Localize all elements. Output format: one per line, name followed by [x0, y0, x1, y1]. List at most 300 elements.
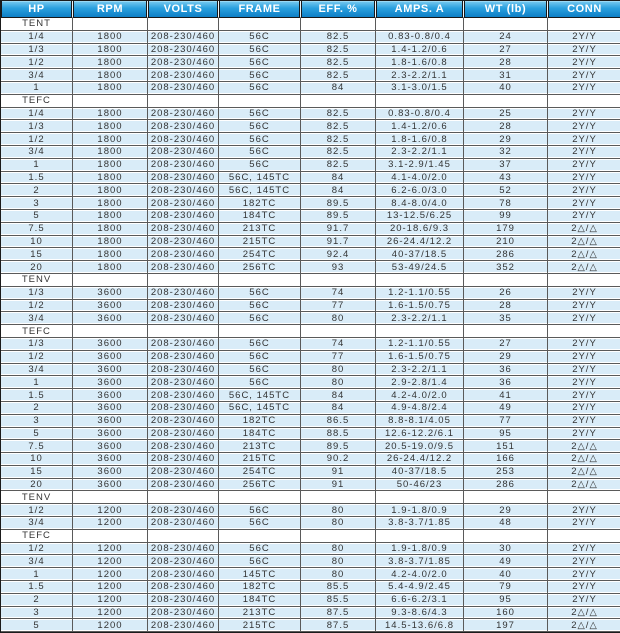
table-cell: 1/3	[1, 287, 73, 300]
table-cell: 3/4	[1, 69, 73, 82]
empty-cell	[376, 95, 464, 108]
table-cell: 84	[301, 402, 376, 415]
table-cell: 12.6-12.2/6.1	[376, 428, 464, 441]
table-cell: 3600	[73, 287, 148, 300]
empty-cell	[548, 18, 620, 31]
table-cell: 166	[464, 453, 548, 466]
table-cell: 6.2-6.0/3.0	[376, 184, 464, 197]
table-cell: 1.9-1.8/0.9	[376, 543, 464, 556]
table-cell: 208-230/460	[148, 568, 219, 581]
table-cell: 89.5	[301, 440, 376, 453]
empty-cell	[148, 274, 219, 287]
table-cell: 2△/△	[548, 261, 620, 274]
empty-cell	[148, 491, 219, 504]
table-cell: 208-230/460	[148, 517, 219, 530]
table-cell: 56C	[219, 44, 301, 57]
table-cell: 254TC	[219, 466, 301, 479]
table-cell: 56C	[219, 82, 301, 95]
table-cell: 3600	[73, 364, 148, 377]
table-cell: 1.5	[1, 389, 73, 402]
table-cell: 2.3-2.2/1.1	[376, 69, 464, 82]
table-cell: 208-230/460	[148, 338, 219, 351]
table-cell: 89.5	[301, 197, 376, 210]
empty-cell	[219, 18, 301, 31]
table-cell: 3600	[73, 479, 148, 492]
table-row	[1, 133, 620, 146]
table-cell: 49	[464, 555, 548, 568]
table-cell: 4.2-4.0/2.0	[376, 568, 464, 581]
table-cell: 80	[301, 568, 376, 581]
table-cell: 3600	[73, 428, 148, 441]
table-cell: 213TC	[219, 440, 301, 453]
table-cell: 208-230/460	[148, 504, 219, 517]
table-cell: 1.9-1.8/0.9	[376, 504, 464, 517]
table-cell: 90.2	[301, 453, 376, 466]
column-header: RPM	[73, 1, 148, 18]
table-cell: 8.4-8.0/4.0	[376, 197, 464, 210]
table-cell: 74	[301, 287, 376, 300]
empty-cell	[464, 95, 548, 108]
table-cell: 1.4-1.2/0.6	[376, 120, 464, 133]
empty-cell	[301, 530, 376, 543]
table-cell: 208-230/460	[148, 184, 219, 197]
table-cell: 26-24.4/12.2	[376, 236, 464, 249]
table-cell: 208-230/460	[148, 389, 219, 402]
table-cell: 352	[464, 261, 548, 274]
table-cell: 208-230/460	[148, 82, 219, 95]
table-cell: 256TC	[219, 261, 301, 274]
empty-cell	[219, 491, 301, 504]
table-cell: 286	[464, 479, 548, 492]
table-cell: 80	[301, 543, 376, 556]
empty-cell	[548, 274, 620, 287]
table-row	[1, 44, 620, 57]
table-row	[1, 466, 620, 479]
table-cell: 80	[301, 504, 376, 517]
table-cell: 2Y/Y	[548, 108, 620, 121]
table-cell: 79	[464, 581, 548, 594]
table-cell: 208-230/460	[148, 594, 219, 607]
table-cell: 5	[1, 210, 73, 223]
table-cell: 151	[464, 440, 548, 453]
table-cell: 208-230/460	[148, 223, 219, 236]
empty-cell	[548, 325, 620, 338]
table-cell: 1800	[73, 248, 148, 261]
empty-cell	[548, 95, 620, 108]
table-cell: 208-230/460	[148, 581, 219, 594]
table-cell: 1800	[73, 56, 148, 69]
table-cell: 0.83-0.8/0.4	[376, 108, 464, 121]
section-row	[1, 530, 620, 543]
table-row	[1, 402, 620, 415]
table-cell: 1800	[73, 120, 148, 133]
table-cell: 1/2	[1, 56, 73, 69]
table-cell: 2Y/Y	[548, 517, 620, 530]
table-cell: 56C, 145TC	[219, 184, 301, 197]
table-cell: 29	[464, 504, 548, 517]
table-cell: 1.8-1.6/0.8	[376, 56, 464, 69]
table-cell: 253	[464, 466, 548, 479]
table-cell: 3600	[73, 351, 148, 364]
table-cell: 2Y/Y	[548, 555, 620, 568]
table-cell: 56C	[219, 69, 301, 82]
empty-cell	[376, 491, 464, 504]
table-cell: 2Y/Y	[548, 287, 620, 300]
table-cell: 208-230/460	[148, 248, 219, 261]
table-cell: 208-230/460	[148, 351, 219, 364]
table-cell: 208-230/460	[148, 172, 219, 185]
table-cell: 1800	[73, 82, 148, 95]
table-cell: 2Y/Y	[548, 146, 620, 159]
table-row	[1, 82, 620, 95]
table-cell: 254TC	[219, 248, 301, 261]
table-cell: 36	[464, 376, 548, 389]
table-cell: 56C	[219, 56, 301, 69]
table-cell: 208-230/460	[148, 133, 219, 146]
table-cell: 80	[301, 364, 376, 377]
section-label: TENV	[1, 491, 73, 504]
table-cell: 1/4	[1, 108, 73, 121]
table-row	[1, 376, 620, 389]
table-cell: 286	[464, 248, 548, 261]
table-cell: 1800	[73, 197, 148, 210]
table-cell: 4.1-4.0/2.0	[376, 172, 464, 185]
table-cell: 85.5	[301, 594, 376, 607]
table-cell: 82.5	[301, 159, 376, 172]
header-row	[1, 1, 620, 18]
table-cell: 5.4-4.9/2.45	[376, 581, 464, 594]
empty-cell	[73, 491, 148, 504]
table-cell: 3600	[73, 300, 148, 313]
table-cell: 2Y/Y	[548, 581, 620, 594]
table-cell: 56C	[219, 133, 301, 146]
table-cell: 1800	[73, 172, 148, 185]
table-cell: 35	[464, 312, 548, 325]
table-cell: 208-230/460	[148, 479, 219, 492]
table-cell: 2.9-2.8/1.4	[376, 376, 464, 389]
table-cell: 2Y/Y	[548, 504, 620, 517]
table-cell: 41	[464, 389, 548, 402]
table-cell: 86.5	[301, 415, 376, 428]
table-cell: 213TC	[219, 607, 301, 620]
table-cell: 2△/△	[548, 248, 620, 261]
table-cell: 3600	[73, 312, 148, 325]
table-cell: 87.5	[301, 619, 376, 632]
table-cell: 208-230/460	[148, 364, 219, 377]
table-cell: 1/3	[1, 338, 73, 351]
table-cell: 2.3-2.2/1.1	[376, 146, 464, 159]
table-cell: 160	[464, 607, 548, 620]
table-cell: 2Y/Y	[548, 31, 620, 44]
table-cell: 56C	[219, 31, 301, 44]
table-row	[1, 555, 620, 568]
table-cell: 50-46/23	[376, 479, 464, 492]
table-cell: 2Y/Y	[548, 172, 620, 185]
table-cell: 208-230/460	[148, 543, 219, 556]
empty-cell	[548, 530, 620, 543]
table-cell: 56C	[219, 504, 301, 517]
section-label: TENT	[1, 18, 73, 31]
table-cell: 2Y/Y	[548, 44, 620, 57]
table-row	[1, 236, 620, 249]
table-cell: 13-12.5/6.25	[376, 210, 464, 223]
section-row	[1, 274, 620, 287]
table-row	[1, 351, 620, 364]
table-cell: 208-230/460	[148, 453, 219, 466]
table-row	[1, 543, 620, 556]
table-cell: 3600	[73, 415, 148, 428]
table-cell: 208-230/460	[148, 108, 219, 121]
empty-cell	[301, 274, 376, 287]
table-cell: 8.8-8.1/4.05	[376, 415, 464, 428]
column-header: EFF. %	[301, 1, 376, 18]
table-cell: 91	[301, 466, 376, 479]
table-cell: 49	[464, 402, 548, 415]
table-row	[1, 146, 620, 159]
table-cell: 2Y/Y	[548, 364, 620, 377]
table-cell: 82.5	[301, 69, 376, 82]
table-cell: 5	[1, 619, 73, 632]
section-row	[1, 95, 620, 108]
table-cell: 1.8-1.6/0.8	[376, 133, 464, 146]
table-row	[1, 619, 620, 632]
table-cell: 1/2	[1, 133, 73, 146]
empty-cell	[73, 18, 148, 31]
table-row	[1, 31, 620, 44]
section-label: TEFC	[1, 95, 73, 108]
empty-cell	[376, 274, 464, 287]
column-header: FRAME	[219, 1, 301, 18]
table-cell: 0.83-0.8/0.4	[376, 31, 464, 44]
table-cell: 84	[301, 82, 376, 95]
table-body	[1, 18, 620, 632]
table-cell: 1/3	[1, 120, 73, 133]
table-cell: 1.2-1.1/0.55	[376, 338, 464, 351]
section-label: TENV	[1, 274, 73, 287]
table-row	[1, 568, 620, 581]
table-cell: 2	[1, 184, 73, 197]
empty-cell	[301, 18, 376, 31]
table-cell: 1200	[73, 581, 148, 594]
table-cell: 80	[301, 312, 376, 325]
table-cell: 2Y/Y	[548, 300, 620, 313]
table-row	[1, 248, 620, 261]
column-header: AMPS. A	[376, 1, 464, 18]
empty-cell	[301, 491, 376, 504]
table-cell: 29	[464, 351, 548, 364]
table-cell: 2Y/Y	[548, 594, 620, 607]
table-row	[1, 287, 620, 300]
table-cell: 10	[1, 236, 73, 249]
table-row	[1, 517, 620, 530]
table-cell: 56C	[219, 120, 301, 133]
table-cell: 82.5	[301, 108, 376, 121]
table-cell: 78	[464, 197, 548, 210]
table-cell: 2Y/Y	[548, 159, 620, 172]
table-cell: 2△/△	[548, 236, 620, 249]
table-cell: 208-230/460	[148, 197, 219, 210]
table-row	[1, 223, 620, 236]
column-header: WT (lb)	[464, 1, 548, 18]
table-cell: 2Y/Y	[548, 543, 620, 556]
table-cell: 1	[1, 568, 73, 581]
table-cell: 256TC	[219, 479, 301, 492]
table-cell: 4.9-4.8/2.4	[376, 402, 464, 415]
table-cell: 9.3-8.6/4.3	[376, 607, 464, 620]
table-cell: 27	[464, 338, 548, 351]
table-cell: 3600	[73, 440, 148, 453]
table-cell: 91	[301, 479, 376, 492]
table-cell: 2Y/Y	[548, 133, 620, 146]
table-cell: 20	[1, 261, 73, 274]
table-cell: 77	[464, 415, 548, 428]
table-cell: 145TC	[219, 568, 301, 581]
table-cell: 37	[464, 159, 548, 172]
column-header: VOLTS	[148, 1, 219, 18]
table-cell: 1	[1, 82, 73, 95]
table-cell: 208-230/460	[148, 300, 219, 313]
table-cell: 182TC	[219, 197, 301, 210]
table-cell: 2	[1, 402, 73, 415]
table-cell: 184TC	[219, 428, 301, 441]
table-cell: 1/4	[1, 31, 73, 44]
table-cell: 2Y/Y	[548, 376, 620, 389]
table-cell: 29	[464, 133, 548, 146]
table-cell: 56C	[219, 108, 301, 121]
section-row	[1, 325, 620, 338]
table-cell: 82.5	[301, 44, 376, 57]
table-cell: 80	[301, 376, 376, 389]
table-cell: 1/2	[1, 504, 73, 517]
table-cell: 27	[464, 44, 548, 57]
table-cell: 2△/△	[548, 440, 620, 453]
table-cell: 82.5	[301, 31, 376, 44]
table-cell: 7.5	[1, 223, 73, 236]
table-cell: 197	[464, 619, 548, 632]
table-cell: 208-230/460	[148, 159, 219, 172]
table-cell: 1/2	[1, 300, 73, 313]
table-cell: 208-230/460	[148, 428, 219, 441]
table-cell: 1800	[73, 133, 148, 146]
table-row	[1, 453, 620, 466]
table-cell: 56C	[219, 555, 301, 568]
table-cell: 2Y/Y	[548, 210, 620, 223]
section-label: TEFC	[1, 325, 73, 338]
table-cell: 210	[464, 236, 548, 249]
empty-cell	[464, 325, 548, 338]
empty-cell	[464, 491, 548, 504]
table-row	[1, 415, 620, 428]
table-cell: 1800	[73, 108, 148, 121]
empty-cell	[464, 274, 548, 287]
table-cell: 48	[464, 517, 548, 530]
table-row	[1, 607, 620, 620]
table-cell: 2Y/Y	[548, 402, 620, 415]
table-cell: 1200	[73, 607, 148, 620]
table-row	[1, 120, 620, 133]
table-row	[1, 261, 620, 274]
table-cell: 26	[464, 287, 548, 300]
table-cell: 3600	[73, 376, 148, 389]
table-cell: 24	[464, 31, 548, 44]
table-cell: 2△/△	[548, 479, 620, 492]
table-cell: 2△/△	[548, 223, 620, 236]
table-cell: 74	[301, 338, 376, 351]
table-cell: 2△/△	[548, 607, 620, 620]
table-cell: 1200	[73, 555, 148, 568]
table-cell: 3/4	[1, 364, 73, 377]
table-cell: 3	[1, 197, 73, 210]
table-cell: 15	[1, 466, 73, 479]
empty-cell	[219, 325, 301, 338]
table-cell: 208-230/460	[148, 236, 219, 249]
section-row	[1, 491, 620, 504]
table-cell: 1200	[73, 594, 148, 607]
table-cell: 1800	[73, 159, 148, 172]
table-cell: 1200	[73, 504, 148, 517]
table-cell: 25	[464, 108, 548, 121]
empty-cell	[464, 530, 548, 543]
table-cell: 2Y/Y	[548, 389, 620, 402]
table-cell: 1800	[73, 184, 148, 197]
table-row	[1, 504, 620, 517]
empty-cell	[376, 18, 464, 31]
table-cell: 56C, 145TC	[219, 389, 301, 402]
empty-cell	[73, 530, 148, 543]
empty-cell	[548, 491, 620, 504]
table-cell: 208-230/460	[148, 261, 219, 274]
empty-cell	[148, 530, 219, 543]
table-cell: 56C	[219, 376, 301, 389]
table-row	[1, 197, 620, 210]
table-cell: 208-230/460	[148, 312, 219, 325]
table-cell: 56C	[219, 351, 301, 364]
table-cell: 1/3	[1, 44, 73, 57]
table-cell: 56C	[219, 364, 301, 377]
table-cell: 4.2-4.0/2.0	[376, 389, 464, 402]
table-cell: 28	[464, 300, 548, 313]
table-cell: 208-230/460	[148, 376, 219, 389]
table-cell: 1	[1, 159, 73, 172]
table-cell: 208-230/460	[148, 31, 219, 44]
table-row	[1, 210, 620, 223]
table-cell: 88.5	[301, 428, 376, 441]
table-cell: 56C	[219, 517, 301, 530]
table-cell: 2Y/Y	[548, 120, 620, 133]
table-row	[1, 364, 620, 377]
table-cell: 213TC	[219, 223, 301, 236]
table-cell: 82.5	[301, 146, 376, 159]
empty-cell	[73, 325, 148, 338]
table-cell: 1/2	[1, 543, 73, 556]
table-cell: 208-230/460	[148, 44, 219, 57]
table-cell: 84	[301, 172, 376, 185]
table-cell: 3/4	[1, 517, 73, 530]
table-cell: 2	[1, 594, 73, 607]
empty-cell	[376, 325, 464, 338]
empty-cell	[73, 95, 148, 108]
table-cell: 31	[464, 69, 548, 82]
table-cell: 20-18.6/9.3	[376, 223, 464, 236]
section-label: TEFC	[1, 530, 73, 543]
table-cell: 2Y/Y	[548, 312, 620, 325]
table-cell: 2Y/Y	[548, 56, 620, 69]
table-cell: 184TC	[219, 594, 301, 607]
table-cell: 1800	[73, 31, 148, 44]
table-cell: 2.3-2.2/1.1	[376, 312, 464, 325]
table-cell: 91.7	[301, 223, 376, 236]
table-cell: 215TC	[219, 619, 301, 632]
